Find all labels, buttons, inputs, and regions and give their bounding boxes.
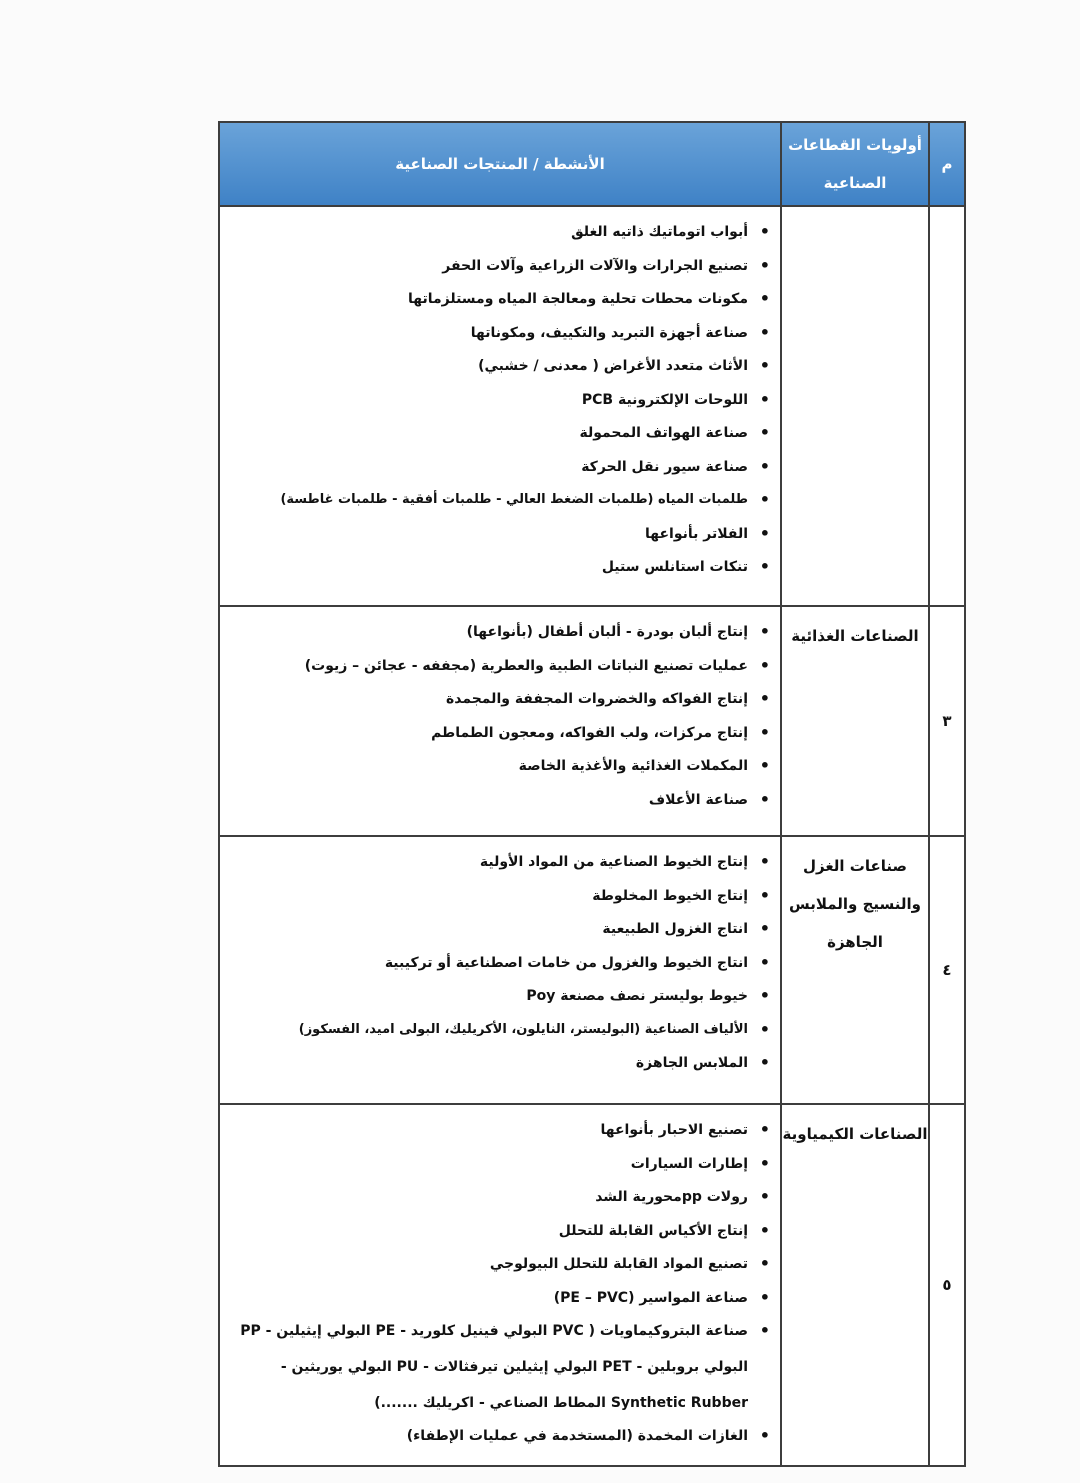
list-item: • تصنيع الاحبار بأنواعها	[220, 1119, 748, 1141]
activity-list	[220, 1119, 770, 1447]
table-row	[219, 1104, 965, 1466]
row-activities	[219, 836, 781, 1104]
row-number: ٥	[929, 1104, 965, 1466]
list-item: • إطارات السيارات	[220, 1153, 748, 1175]
activity-list	[220, 851, 770, 1074]
list-item: • مكونات محطات تحلية ومعالجة المياه ومستلزماتها	[220, 288, 748, 310]
list-item: • عمليات تصنيع النباتات الطبية والعطرية (مجففه - عجائن – زيوت)	[220, 655, 748, 677]
activity-list	[220, 621, 770, 811]
list-item: • إنتاج الأكياس القابلة للتحلل	[220, 1220, 748, 1242]
list-item: • تصنيع المواد القابلة للتحلل البيولوجي	[220, 1253, 748, 1275]
list-item: • الألياف الصناعية (البوليستر، النايلون، الأكريليك، البولى اميد، الفسكوز)	[220, 1019, 748, 1041]
list-item: • أبواب اتوماتيك ذاتيه الغلق	[220, 221, 748, 243]
list-item: • انتاج الغزول الطبيعية	[220, 918, 748, 940]
list-item: • إنتاج ألبان بودرة - ألبان أطفال (بأنواعها)	[220, 621, 748, 643]
row-activities	[219, 1104, 781, 1466]
list-item: • طلمبات المياه (طلمبات الضغط العالي - طلمبات أفقية - طلمبات غاطسة)	[220, 489, 748, 511]
list-item: • إنتاج الفواكه والخضروات المجففة والمجمدة	[220, 688, 748, 710]
list-item: • الفلاتر بأنواعها	[220, 523, 748, 545]
row-sector: الصناعات الكيمياوية	[781, 1104, 929, 1466]
table-row	[219, 836, 965, 1104]
list-item: • الغازات المخمدة (المستخدمة في عمليات الإطفاء)	[220, 1425, 748, 1447]
list-item: • صناعة أجهزة التبريد والتكييف، ومكوناتها	[220, 322, 748, 344]
list-item: • تصنيع الجرارات والآلات الزراعية وآلات الحفر	[220, 255, 748, 277]
list-item: • إنتاج الخيوط الصناعية من المواد الأولية	[220, 851, 748, 873]
list-item: • خيوط بوليستر نصف مصنعة Poy	[220, 985, 748, 1007]
header-sector: أولويات القطاعات الصناعية	[781, 122, 929, 206]
header-activities: الأنشطة / المنتجات الصناعية	[219, 122, 781, 206]
row-activities	[219, 206, 781, 606]
table-row	[219, 606, 965, 836]
list-item: • صناعة المواسير (PE – PVC)	[220, 1287, 748, 1309]
list-item: • صناعة الهواتف المحمولة	[220, 422, 748, 444]
row-number: ٣	[929, 606, 965, 836]
list-item: • انتاج الخيوط والغزول من خامات اصطناعية أو تركيبية	[220, 952, 748, 974]
list-item: • الملابس الجاهزة	[220, 1052, 748, 1074]
list-item: • المكملات الغذائية والأغذية الخاصة	[220, 755, 748, 777]
row-sector: صناعات الغزل والنسيج والملابس الجاهزة	[781, 836, 929, 1104]
list-item: • الأثاث متعدد الأغراض ( معدنى / خشبي)	[220, 355, 748, 377]
list-item: • تنكات استانلس ستيل	[220, 556, 748, 578]
row-sector	[781, 206, 929, 606]
row-number: ٤	[929, 836, 965, 1104]
header-number: م	[929, 122, 965, 206]
table-header-row	[219, 122, 965, 206]
activity-list	[220, 221, 770, 578]
list-item: • صناعة البتروكيماويات ( PVC البولي فينيل كلوريد - PE البولي إيثيلين - PP البولي بروبلين - PET البولي إيثيلين تيرفثالات - PU البولي يوريثين - Synthetic Rubber المطاط الصناعي - اكريليك .......)	[220, 1313, 748, 1421]
list-item: • إنتاج مركزات، ولب الفواكه، ومعجون الطماطم	[220, 722, 748, 744]
industrial-priorities-table	[218, 121, 966, 1467]
list-item: • إنتاج الخيوط المخلوطة	[220, 885, 748, 907]
list-item: • اللوحات الإلكترونية PCB	[220, 389, 748, 411]
list-item: • رولات ppمحورية الشد	[220, 1186, 748, 1208]
table-row	[219, 206, 965, 606]
row-sector: الصناعات الغذائية	[781, 606, 929, 836]
list-item: • صناعة الأعلاف	[220, 789, 748, 811]
row-activities	[219, 606, 781, 836]
row-number	[929, 206, 965, 606]
list-item: • صناعة سيور نقل الحركة	[220, 456, 748, 478]
